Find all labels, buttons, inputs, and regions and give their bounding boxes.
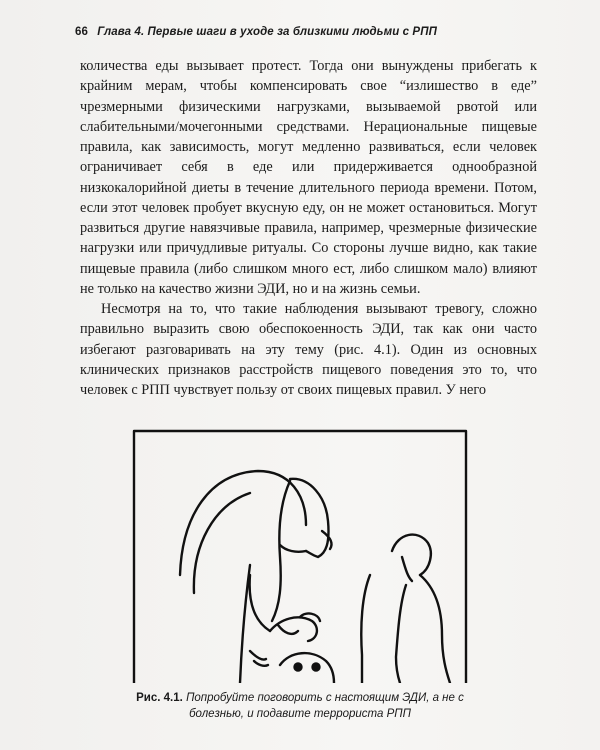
running-title: Глава 4. Первые шаги в уходе за близкими людьми с РПП xyxy=(97,26,437,38)
running-header xyxy=(75,26,545,38)
body-text xyxy=(80,56,537,400)
paragraph: Несмотря на то, что такие наблюдения вызывают тревогу, сложно правильно выразить свою обеспокоенность ЭДИ, так как они часто избегают разговаривать на эту тему (рис. 4.1). Один из основных клинических признаков расстройств пищевого поведения это то, что человек с РПП чувствует пользу от своих пищевых правил. У него xyxy=(80,301,537,398)
page-number: 66 xyxy=(75,26,88,38)
figure-illustration xyxy=(130,425,470,683)
caption-text: Попробуйте поговорить с настоящим ЭДИ, а не с болезнью, и подавите террориста РПП xyxy=(186,692,464,720)
caption-label: Рис. 4.1. xyxy=(136,692,183,704)
illustration-caregiver-and-person-icon xyxy=(130,425,470,683)
paragraph-continued: количества еды вызывает протест. Тогда они вынуждены прибегать к крайним мерам, чтобы компенсировать свое “излишество в еде” чрезмерными физическими нагрузками, вызываемой рвотой или слабительными/мочегонными средствами. Нерациональные пищевые правила, как зависимость, могут медленно развиваться, если человек ограничивает себя в еде или придерживается однообразной низкокалорийной диеты в течение длительного периода времени. Потом, если этот человек пробует вкусную еду, он не может остановиться. Могут развиться другие навязчивые правила, например, чрезмерные физические нагрузки или причудливые ритуалы. Со стороны лучше видно, как такие пищевые правила (либо слишком много ест, либо слишком мало) влияют не только на качество жизни ЭДИ, но и на жизнь семьи. xyxy=(80,58,537,297)
figure-caption xyxy=(120,690,480,722)
